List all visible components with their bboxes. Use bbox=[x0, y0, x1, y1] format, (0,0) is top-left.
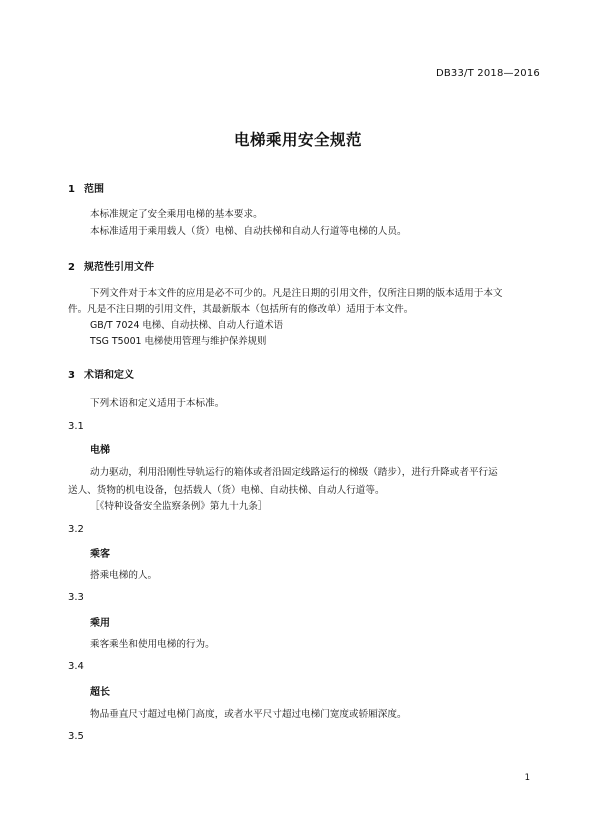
term-name: 乘客 bbox=[90, 549, 110, 560]
page-number: 1 bbox=[524, 773, 530, 783]
section-title: 规范性引用文件 bbox=[84, 262, 154, 273]
term-name: 超长 bbox=[90, 687, 110, 698]
term-definition-line: 搭乘电梯的人。 bbox=[90, 570, 158, 581]
section-number: 3 bbox=[68, 370, 75, 381]
term-definition-line: 乘客乘坐和使用电梯的行为。 bbox=[90, 639, 215, 650]
paragraph-line: 下列文件对于本文件的应用是必不可少的。凡是注日期的引用文件，仅所注日期的版本适用于本文 bbox=[90, 288, 503, 299]
term-source: ［《特种设备安全监察条例》第九十九条］ bbox=[90, 501, 268, 512]
paragraph-line: 件。凡是不注日期的引用文件，其最新版本（包括所有的修改单）适用于本文件。 bbox=[68, 304, 414, 315]
term-name: 电梯 bbox=[90, 445, 110, 456]
term-number: 3.5 bbox=[68, 731, 84, 742]
section-title: 范围 bbox=[84, 184, 104, 195]
reference-item: GB/T 7024 电梯、自动扶梯、自动人行道术语 bbox=[90, 320, 284, 331]
paragraph: 下列术语和定义适用于本标准。 bbox=[90, 398, 225, 409]
term-number: 3.1 bbox=[68, 421, 84, 432]
section-2-heading bbox=[68, 258, 154, 273]
section-number: 1 bbox=[68, 184, 75, 195]
section-number: 2 bbox=[68, 262, 75, 273]
term-definition-line: 送人、货物的机电设备，包括载人（货）电梯、自动扶梯、自动人行道等。 bbox=[68, 485, 385, 496]
paragraph: 本标准适用于乘用载人（货）电梯、自动扶梯和自动人行道等电梯的人员。 bbox=[90, 226, 407, 237]
section-title: 术语和定义 bbox=[84, 370, 134, 381]
term-definition-line: 动力驱动，利用沿刚性导轨运行的箱体或者沿固定线路运行的梯级（踏步），进行升降或者平行运 bbox=[90, 467, 498, 478]
document-title: 电梯乘用安全规范 bbox=[233, 131, 362, 149]
standard-code: DB33/T 2018—2016 bbox=[435, 68, 540, 79]
reference-item: TSG T5001 电梯使用管理与维护保养规则 bbox=[90, 336, 267, 347]
term-definition-line: 物品垂直尺寸超过电梯门高度，或者水平尺寸超过电梯门宽度或轿厢深度。 bbox=[90, 709, 407, 720]
section-3-heading bbox=[68, 366, 134, 381]
term-name: 乘用 bbox=[90, 618, 110, 629]
paragraph: 本标准规定了安全乘用电梯的基本要求。 bbox=[90, 209, 263, 220]
section-1-heading bbox=[68, 180, 104, 195]
term-number: 3.4 bbox=[68, 661, 84, 672]
term-number: 3.3 bbox=[68, 592, 84, 603]
term-number: 3.2 bbox=[68, 524, 84, 535]
